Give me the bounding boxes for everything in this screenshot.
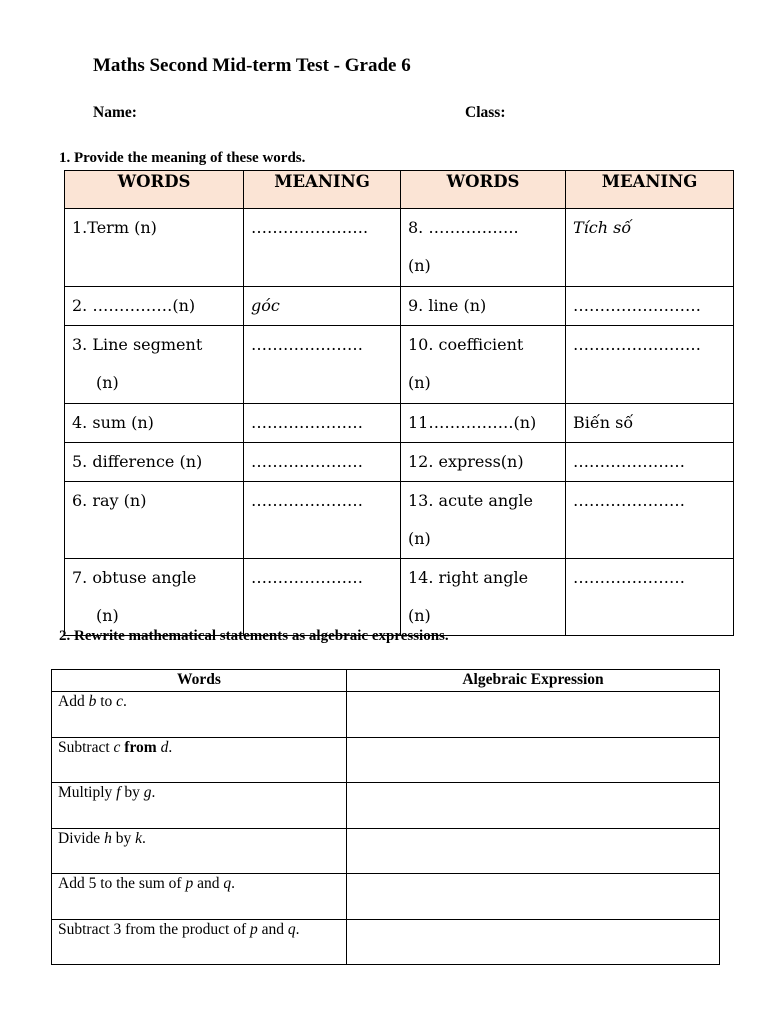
word-cell-text: 1.Term (n) [72,218,157,237]
statement-text: . [168,738,173,756]
word-cell [401,559,566,636]
word-cell-text: 12. express(n) [408,452,524,471]
statement-text: . [141,829,146,847]
section2-heading: 2. Rewrite mathematical statements as algebraic expressions. [59,628,449,644]
meaning-cell-text: Tích số [573,218,632,237]
word-cell [401,287,566,326]
word-cell-text: 5. difference (n) [72,452,203,471]
word-cell-text: 13. acute angle [408,491,533,510]
column-header-meaning: MEANING [566,171,734,209]
expression-row [52,874,720,920]
statement-text: f [116,784,121,801]
meaning-cell [566,326,734,404]
column-header-words: WORDS [65,171,244,209]
expressions-header-row [52,670,720,692]
statement-text: . [151,784,156,801]
word-cell [65,287,244,326]
statement-cell [52,919,347,965]
vocabulary-row [65,209,734,287]
column-header-algebraic-expression: Algebraic Expression [347,670,720,692]
word-cell-continuation: (n) [408,606,431,625]
statement-text: Add [58,693,89,710]
statement-cell [52,737,347,783]
statement-text: b [88,693,97,710]
meaning-cell-text: ………………… [251,491,363,510]
expression-row [52,783,720,829]
statement-text: and [257,920,288,938]
expression-answer-cell[interactable] [347,828,720,874]
meaning-cell-text: …………………… [573,335,701,354]
column-header-words: Words [52,670,347,692]
expression-row [52,919,720,965]
statement-text: from [124,738,157,756]
word-cell [65,482,244,559]
word-cell-continuation: (n) [408,256,431,275]
meaning-cell [244,209,401,287]
meaning-cell [244,443,401,482]
word-cell-text: 8. …………….. [408,218,519,237]
statement-text: by [120,784,144,801]
statement-text: Subtract [58,738,114,756]
statement-cell [52,783,347,829]
statement-text: p [185,875,194,892]
word-cell [401,443,566,482]
meaning-cell-text: Biến số [573,413,634,432]
statement-text: Subtract 3 from the product of [58,920,250,938]
statement-text: Multiply [58,784,117,801]
vocabulary-table [64,170,734,636]
vocabulary-row [65,404,734,443]
statement-text: Add 5 to the sum of [58,875,186,892]
page-title: Maths Second Mid-term Test - Grade 6 [93,55,411,76]
meaning-cell [566,559,734,636]
word-cell-text: 6. ray (n) [72,491,147,510]
word-cell [65,404,244,443]
vocabulary-row [65,559,734,636]
meaning-cell-text: ………………… [251,452,363,471]
expression-row [52,692,720,738]
vocabulary-row [65,482,734,559]
expression-row [52,737,720,783]
statement-text: and [193,875,224,892]
vocabulary-header-row [65,171,734,209]
expression-answer-cell[interactable] [347,919,720,965]
section1-heading: 1. Provide the meaning of these words. [59,150,306,166]
statement-text: q [287,920,296,938]
word-cell [401,326,566,404]
meaning-cell [566,443,734,482]
statement-text: c [113,738,121,756]
statement-text: h [104,829,112,847]
statement-text: q [223,875,232,892]
word-cell-text: 7. obtuse angle [72,568,197,587]
meaning-cell-text: ………………… [251,568,363,587]
class-label: Class: [465,104,506,121]
name-label: Name: [93,104,137,121]
meaning-cell [566,482,734,559]
column-header-meaning: MEANING [244,171,401,209]
meaning-cell [244,326,401,404]
expression-row [52,828,720,874]
word-cell-text: 2. ……………(n) [72,296,196,315]
meaning-cell [244,482,401,559]
meaning-cell-text: …………………. [251,218,369,237]
expression-answer-cell[interactable] [347,874,720,920]
word-cell-text: 9. line (n) [408,296,487,315]
word-cell-text: 14. right angle [408,568,529,587]
statement-cell [52,874,347,920]
meaning-cell [244,559,401,636]
statement-text: d [160,738,169,756]
word-cell-text: 10. coefficient [408,335,524,354]
vocabulary-row [65,443,734,482]
meaning-cell [566,209,734,287]
meaning-cell [244,404,401,443]
word-cell [65,559,244,636]
meaning-cell-text: ………………… [573,491,685,510]
column-header-words: WORDS [401,171,566,209]
word-cell [401,482,566,559]
statement-text: c [116,693,124,710]
statement-text: p [249,920,258,938]
word-cell [65,209,244,287]
meaning-cell-text: góc [251,296,280,315]
vocabulary-row [65,326,734,404]
meaning-cell-text: ………………… [573,568,685,587]
statement-text: . [231,875,235,892]
meaning-cell-text: ………………… [251,413,363,432]
word-cell [65,326,244,404]
word-cell-text: 11…………….(n) [408,413,537,432]
statement-text: Divide [58,829,105,847]
word-cell-text: 4. sum (n) [72,413,154,432]
meaning-cell-text: ………………… [573,452,685,471]
meaning-cell-text: ………………… [251,335,363,354]
word-cell-continuation: (n) [96,606,119,625]
word-cell [401,404,566,443]
statement-cell [52,692,347,738]
meaning-cell [244,287,401,326]
vocabulary-row [65,287,734,326]
meaning-cell-text: …………………… [573,296,701,315]
statement-text: k [135,829,142,847]
word-cell-text: 3. Line segment [72,335,203,354]
meaning-cell [566,404,734,443]
expression-answer-cell[interactable] [347,737,720,783]
word-cell-continuation: (n) [408,529,431,548]
meaning-cell [566,287,734,326]
word-cell [401,209,566,287]
word-cell-continuation: (n) [408,373,431,392]
expressions-table [51,669,720,965]
statement-text: . [295,920,300,938]
statement-text: g [143,784,152,801]
statement-text: . [123,693,127,710]
expression-answer-cell[interactable] [347,692,720,738]
word-cell [65,443,244,482]
statement-text: to [96,693,117,710]
expression-answer-cell[interactable] [347,783,720,829]
word-cell-continuation: (n) [96,373,119,392]
statement-text: by [111,829,136,847]
statement-cell [52,828,347,874]
